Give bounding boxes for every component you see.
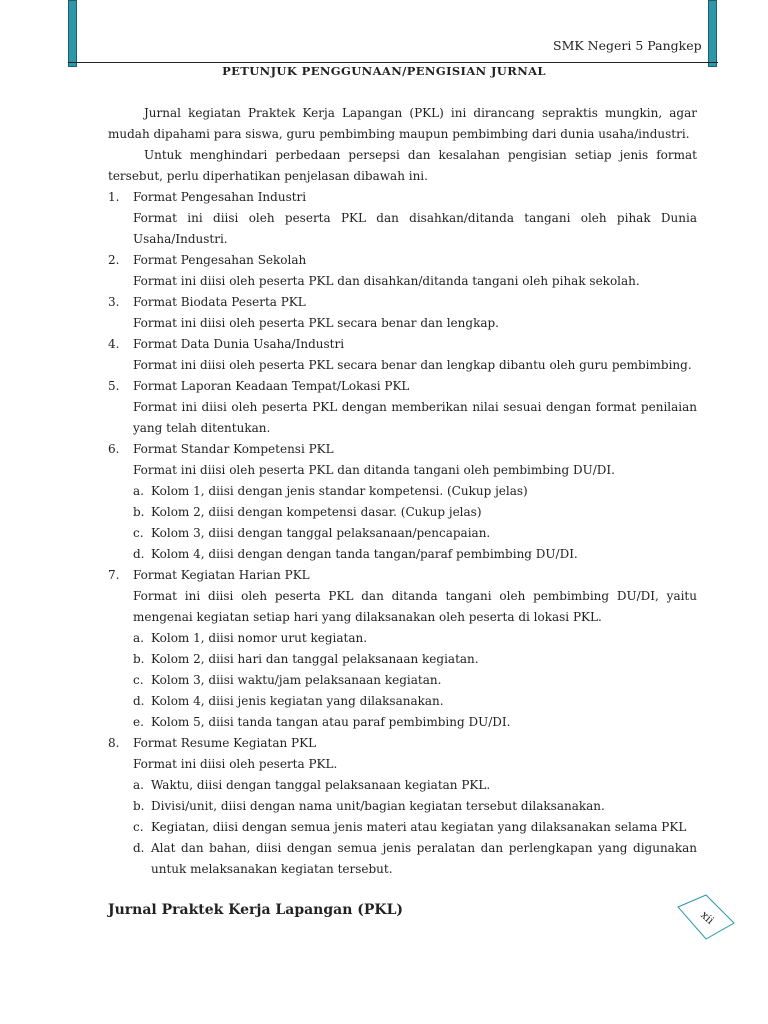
page-number: xii [698,908,717,927]
sub-list-text: Kegiatan, diisi dengan semua jenis materi atau kegiatan yang dilaksanakan selama PKL [151,820,687,834]
sub-list-letter: b. [133,505,145,519]
sub-list-text: Kolom 5, diisi tanda tangan atau paraf pembimbing DU/DI. [151,715,511,729]
list-item [108,733,697,880]
sub-list-letter: c. [133,673,144,687]
sub-list-letter: e. [133,715,144,729]
sub-list-item [133,544,697,565]
sub-list-text: Kolom 1, diisi dengan jenis standar kompetensi. (Cukup jelas) [151,484,528,498]
sub-list-text: Divisi/unit, diisi dengan nama unit/bagian kegiatan tersebut dilaksanakan. [151,799,605,813]
sub-list-text: Kolom 4, diisi dengan dengan tanda tangan/paraf pembimbing DU/DI. [151,547,578,561]
list-item-number: 1. [108,190,120,204]
list-item-heading: Format Laporan Keadaan Tempat/Lokasi PKL [133,379,410,393]
sub-list-letter: c. [133,526,144,540]
list-item [108,376,697,439]
sub-list-item [133,817,697,838]
list-item-heading: Format Resume Kegiatan PKL [133,736,317,750]
list-item-heading: Format Pengesahan Sekolah [133,253,307,267]
sub-list-item [133,523,697,544]
sub-list-item [133,838,697,880]
list-item-description: Format ini diisi oleh peserta PKL. [133,757,338,771]
intro-paragraph-2: Untuk menghindari perbedaan persepsi dan kesalahan pengisian setiap jenis format tersebut, perlu diperhatikan penjelasan dibawah ini. [108,148,697,183]
list-item-heading: Format Standar Kompetensi PKL [133,442,334,456]
sub-list-text: Kolom 2, diisi dengan kompetensi dasar. (Cukup jelas) [151,505,482,519]
list-item [108,292,697,334]
list-item-description: Format ini diisi oleh peserta PKL dan disahkan/ditanda tangani oleh pihak sekolah. [133,274,640,288]
intro-paragraph-1: Jurnal kegiatan Praktek Kerja Lapangan (PKL) ini dirancang sepraktis mungkin, agar mudah dipahami para siswa, guru pembimbing maupun pembimbing dari dunia usaha/industri. [108,106,697,141]
list-item-description: Format ini diisi oleh peserta PKL secara benar dan lengkap dibantu oleh guru pembimbing. [133,358,692,372]
list-item-number: 5. [108,379,120,393]
list-item [108,187,697,250]
list-item-description: Format ini diisi oleh peserta PKL secara benar dan lengkap. [133,316,499,330]
sub-list-letter: d. [133,547,145,561]
list-item-number: 8. [108,736,120,750]
page-number-badge [676,893,736,941]
sub-list-text: Kolom 4, diisi jenis kegiatan yang dilaksanakan. [151,694,444,708]
list-item-description: Format ini diisi oleh peserta PKL dengan memberikan nilai sesuai dengan format penilaian yang telah ditentukan. [133,400,697,435]
sub-list-letter: a. [133,631,144,645]
sub-list-item [133,481,697,502]
list-item [108,439,697,565]
sub-list-item [133,712,697,733]
sub-list-letter: d. [133,694,145,708]
list-item [108,565,697,733]
sub-list-letter: d. [133,841,145,855]
list-item-number: 7. [108,568,120,582]
footer-title: Jurnal Praktek Kerja Lapangan (PKL) [108,902,404,918]
sub-list-text: Alat dan bahan, diisi dengan semua jenis peralatan dan perlengkapan yang digunakan untuk melaksanakan kegiatan tersebut. [151,841,697,876]
sub-list-text: Kolom 3, diisi waktu/jam pelaksanaan kegiatan. [151,673,442,687]
sub-list-text: Waktu, diisi dengan tanggal pelaksanaan kegiatan PKL. [151,778,491,792]
list-item-description: Format ini diisi oleh peserta PKL dan disahkan/ditanda tangani oleh pihak Dunia Usaha/Industri. [133,211,697,246]
sub-list-item [133,628,697,649]
sub-list-text: Kolom 2, diisi hari dan tanggal pelaksanaan kegiatan. [151,652,479,666]
header-rule [68,62,718,63]
sub-list-text: Kolom 3, diisi dengan tanggal pelaksanaan/pencapaian. [151,526,491,540]
page-title: PETUNJUK PENGGUNAAN/PENGISIAN JURNAL [222,64,546,78]
list-item-heading: Format Pengesahan Industri [133,190,307,204]
list-item-number: 4. [108,337,120,351]
list-item-description: Format ini diisi oleh peserta PKL dan ditanda tangani oleh pembimbing DU/DI. [133,463,615,477]
sub-list-item [133,796,697,817]
list-item-heading: Format Data Dunia Usaha/Industri [133,337,345,351]
sub-list-letter: b. [133,799,145,813]
format-list [108,187,697,880]
sub-list-item [133,502,697,523]
list-item-number: 2. [108,253,120,267]
list-item-description: Format ini diisi oleh peserta PKL dan ditanda tangani oleh pembimbing DU/DI, yaitu mengenai kegiatan setiap hari yang dilaksanakan oleh peserta di lokasi PKL. [133,589,697,624]
list-item-heading: Format Kegiatan Harian PKL [133,568,310,582]
sub-list-item [133,670,697,691]
sub-list-letter: a. [133,484,144,498]
header-school-name: SMK Negeri 5 Pangkep [553,38,702,53]
header-left-bar [68,0,77,67]
list-item [108,250,697,292]
sub-list-item [133,775,697,796]
sub-list-item [133,649,697,670]
list-item-number: 3. [108,295,120,309]
sub-list-letter: c. [133,820,144,834]
sub-list-text: Kolom 1, diisi nomor urut kegiatan. [151,631,368,645]
sub-list-letter: b. [133,652,145,666]
list-item-number: 6. [108,442,120,456]
list-item [108,334,697,376]
sub-list-item [133,691,697,712]
sub-list-letter: a. [133,778,144,792]
list-item-heading: Format Biodata Peserta PKL [133,295,306,309]
document-body [108,103,697,880]
header-right-bar [708,0,717,67]
